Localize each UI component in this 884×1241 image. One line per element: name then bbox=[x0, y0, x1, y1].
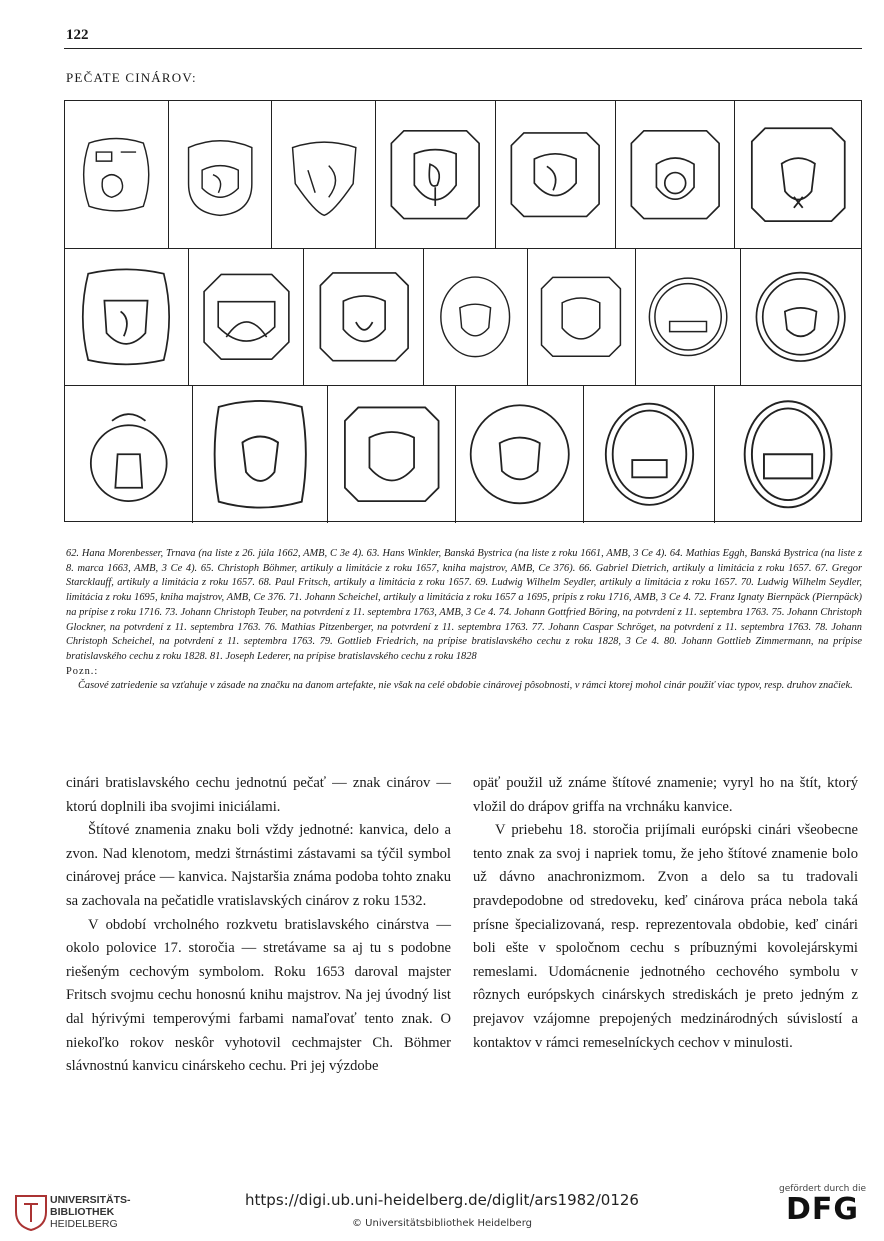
seal-cell bbox=[65, 386, 193, 523]
caption-text: 62. Hana Morenbesser, Trnava (na liste z 26. júla 1662, AMB, C 3e 4). 63. Hans Winkler, Banská Bystrica (na liste z roku 1661, AMB, 3 Ce 4). 64. Mathias Eggh, Banská Bystrica (na liste z 8. marca 1663, AMB, 3 Ce 4). 65. Christoph Böhmer, artikuly a limitácie z roku 1657, kniha majstrov, AMB, Ce 376). 66. Gabriel Dietrich, artikuly a limitácia z roku 1657. 67. Gregor Starcklauff, artikuly a limitácia z roku 1657. 68. Paul Fritsch, artikuly a limitácia z roku 1657. 69. Ludwig Wilhelm Seydler, artikuly a limitácia z roku 1657. 70. Ludwig Wilhelm Seydler, limitácia z roku 1695, kniha majstrov, AMB, Ce 376. 71. Johann Scheichel, artikuly a limitácia z roku 1657 a 1695, prípis z roku 1716, AMB, 3 Ce 4. 72. Franz Ignaty Biernpäck (Piernpäck) na prípise z roku 1716. 73. Johann Christoph Teuber, na potvrdení z 11. septembra 1763, AMB, 3 Ce 4. 74. Johann Gottfried Böring, na potvrdení z 11. septembra 1763. 75. Johann Christoph Glockner, na potvrdení z 11. septembra 1763. 76. Mathias Pitzenberger, na potvrdení z 11. septembra 1763. 77. Johann Caspar Schröget, na potvrdení z 11. septembra 1763. 78. Johann Christoph Scheichel, na potvrdení z 11. septembra 1763. 79. Gottlieb Friedrich, na prípise bratislavského cechu z roku 1828, 3 Ce 4. 80. Johann Gottlieb Zimmermann, na prípise bratislavského cechu z roku 1828. 81. Joseph Lederer, na prípise bratislavského cechu z roku 1828 bbox=[66, 548, 862, 662]
seal-drawing bbox=[748, 257, 853, 377]
paragraph: cinári bratislavského cechu jednotnú pečať — znak cinárov — ktorú doplnili iba svojimi iniciálami. bbox=[66, 775, 451, 815]
dfg-logo[interactable] bbox=[779, 1184, 866, 1226]
paragraph: V období vrcholného rozkvetu bratislavského cinárstva — okolo polovice 17. storočia — stretávame sa aj tu s podobne riešeným cechovým symbolom. Roku 1653 daroval majster Fritsch svojmu cechu honosnú knihu majstrov. Na jej úvodný list dal hýrivými temperovými farbami namaľovať tento znak. O niekoľko rokov neskôr vyhotovil cechmajster Ch. Böhmer slávnostnú kanvicu cinárskeho cechu. Pri jej výzdobe bbox=[66, 916, 451, 1075]
seal-drawing bbox=[743, 110, 854, 239]
seal-row-2 bbox=[65, 249, 861, 386]
footer bbox=[0, 1178, 884, 1241]
paragraph: Štítové znamenia znaku boli vždy jednotné: kanvica, delo a zvon. Nad klenotom, medzi štrnástimi zástavami sa týčil symbol cinárovej práce — kanvica. Najstaršia známa podoba tohto znaku sa zachovala na pečatidle vratislavských cinárov z roku 1532. bbox=[66, 822, 451, 909]
caption-note: Časové zatriedenie sa vzťahuje v zásade na značku na danom artefakte, nie však na celé obdobie cinárovej pôsobnosti, v rámci ktorej mohol cinár použiť viac typov, resp. druhov značiek. bbox=[78, 680, 853, 692]
seal-cell bbox=[193, 386, 329, 523]
seal-cell bbox=[65, 101, 169, 248]
page-number: 122 bbox=[66, 27, 89, 43]
seal-drawing bbox=[383, 110, 487, 239]
seal-plate bbox=[64, 100, 862, 522]
seal-cell bbox=[169, 101, 273, 248]
seal-cell bbox=[189, 249, 305, 385]
seal-cell bbox=[272, 101, 376, 248]
seal-cell bbox=[528, 249, 636, 385]
seal-cell bbox=[741, 249, 861, 385]
seal-drawing bbox=[336, 394, 447, 515]
dfg-wordmark: DFG bbox=[785, 1192, 860, 1227]
paragraph: opäť použil už známe štítové znamenie; vyryl ho na štít, ktorý vložil do drápov griffa na vrchnáku kanvice. bbox=[473, 775, 858, 815]
seal-drawing bbox=[175, 110, 265, 239]
seal-cell bbox=[735, 101, 861, 248]
top-rule bbox=[64, 48, 862, 49]
funding-label: gefördert durch die bbox=[779, 1184, 866, 1194]
seal-cell bbox=[584, 386, 716, 523]
seal-cell bbox=[304, 249, 424, 385]
seal-cell bbox=[376, 101, 496, 248]
seal-cell bbox=[715, 386, 861, 523]
seal-drawing bbox=[623, 110, 727, 239]
copyright: © Universitätsbibliothek Heidelberg bbox=[351, 1218, 532, 1229]
seal-drawing bbox=[534, 257, 628, 377]
seal-drawing bbox=[642, 257, 734, 377]
figure-caption bbox=[66, 547, 862, 694]
seal-cell bbox=[616, 101, 736, 248]
library-line-1: UNIVERSITÄTS- bbox=[50, 1194, 131, 1206]
caption-note-label: Pozn.: bbox=[66, 665, 99, 677]
library-line-3: HEIDELBERG bbox=[50, 1218, 118, 1230]
seal-drawing bbox=[592, 394, 707, 515]
permalink[interactable]: https://digi.ub.uni-heidelberg.de/diglit/ars1982/0126 bbox=[245, 1191, 639, 1209]
seal-cell bbox=[636, 249, 742, 385]
library-line-2: BIBLIOTHEK bbox=[50, 1206, 115, 1218]
seal-row-1 bbox=[65, 101, 861, 249]
seal-cell bbox=[496, 101, 616, 248]
plate-heading: PEČATE CINÁROV: bbox=[66, 70, 197, 85]
body-column-right bbox=[473, 772, 858, 1055]
seal-drawing bbox=[73, 394, 184, 515]
seal-cell bbox=[424, 249, 528, 385]
seal-drawing bbox=[72, 257, 180, 377]
seal-drawing bbox=[503, 110, 607, 239]
seal-drawing bbox=[279, 110, 369, 239]
seal-drawing bbox=[201, 394, 319, 515]
seal-drawing bbox=[71, 110, 161, 239]
seal-row-3 bbox=[65, 386, 861, 523]
seal-drawing bbox=[430, 257, 520, 377]
seal-cell bbox=[65, 249, 189, 385]
body-column-left bbox=[66, 772, 451, 1079]
seal-cell bbox=[328, 386, 456, 523]
seal-drawing bbox=[724, 394, 852, 515]
seal-cell bbox=[456, 386, 584, 523]
seal-drawing bbox=[312, 257, 416, 377]
seal-drawing bbox=[196, 257, 297, 377]
paragraph: V priebehu 18. storočia prijímali európski cinári všeobecne tento znak za svoj i napriek tomu, že jeho štítové znamenie bolo už dávno anachronizmom. Zvon a delo sa tu tradovali pravdepodobne od stredoveku, keď cinárova práca nebola taká prísne špecializovaná, resp. reprezentovala obdobie, keď cinári boli ešte v spoločnom cechu s príbuznými kovolejárskymi remeslami. Udomácnenie jednotného cechového symbolu v rôznych európskych cinárskych strediskách je preto jedným z prejavov vzájomne prepojených medzinárodných súvislostí a kontaktov v rámci remeselníckych cechov v minulosti. bbox=[473, 822, 858, 1051]
seal-drawing bbox=[464, 394, 575, 515]
